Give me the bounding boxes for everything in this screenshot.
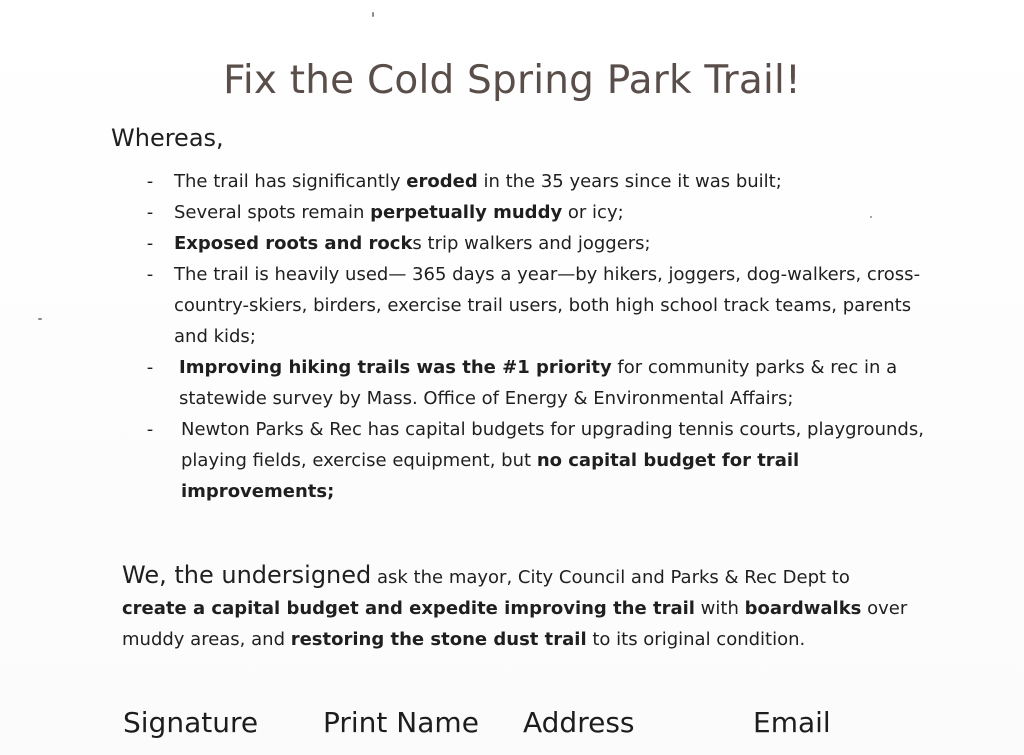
text-run: with xyxy=(694,598,745,619)
signature-column-header: Signature xyxy=(123,706,259,739)
text-run: s trip walkers and joggers; xyxy=(412,233,651,254)
email-column-header: Email xyxy=(753,706,831,739)
text-run: for community parks & rec in a statewide survey by Mass. Office of Energy & Environmental Affairs; xyxy=(179,357,898,409)
text-run: The trail is heavily used— 365 days a year—by hikers, joggers, dog-walkers, cross-country-skiers, birders, exercise trail users, both high school track teams, parents and kids; xyxy=(174,264,921,347)
bold-text: no capital budget for trail improvements; xyxy=(181,450,800,502)
paper-speck xyxy=(372,12,374,17)
bold-text: perpetually muddy xyxy=(370,202,563,223)
whereas-list xyxy=(140,166,930,507)
print-name-column-header: Print Name xyxy=(323,706,479,739)
bold-text: create a capital budget and expedite improving the trail xyxy=(122,598,695,619)
bullet-dash: - xyxy=(146,171,154,192)
bold-text: eroded xyxy=(406,171,478,192)
whereas-item xyxy=(140,259,930,352)
text-run: to its original condition. xyxy=(586,629,806,650)
bullet-dash: - xyxy=(146,419,154,440)
bullet-dash: - xyxy=(146,357,154,378)
whereas-item xyxy=(140,197,930,228)
text-run: ask the mayor, City Council and Parks & Rec Dept to xyxy=(371,567,850,588)
text-run: Several spots remain xyxy=(174,202,371,223)
text-run: Newton Parks & Rec has capital budgets for upgrading tennis courts, playgrounds, playing fields, exercise equipment, but xyxy=(181,419,924,471)
whereas-item xyxy=(140,414,930,507)
bold-text: boardwalks xyxy=(744,598,862,619)
text-run: or icy; xyxy=(562,202,624,223)
whereas-item xyxy=(140,228,930,259)
bullet-dash: - xyxy=(146,202,154,223)
request-paragraph xyxy=(122,560,912,655)
bold-text: Improving hiking trails was the #1 priority xyxy=(179,357,612,378)
text-run: The trail has significantly xyxy=(174,171,407,192)
whereas-heading: Whereas, xyxy=(111,124,224,152)
text-run: in the 35 years since it was built; xyxy=(477,171,782,192)
bold-text: Exposed roots and rock xyxy=(174,233,413,254)
petition-title: Fix the Cold Spring Park Trail! xyxy=(223,58,801,103)
signature-table-header xyxy=(0,706,1024,746)
bullet-dash: - xyxy=(146,233,154,254)
whereas-item xyxy=(140,352,930,414)
address-column-header: Address xyxy=(523,706,635,739)
paper-speck xyxy=(38,318,42,320)
whereas-item xyxy=(140,166,930,197)
text-run: over muddy areas, and xyxy=(122,598,908,650)
bullet-dash: - xyxy=(146,264,154,285)
bold-text: restoring the stone dust trail xyxy=(290,629,587,650)
request-lead: We, the undersigned xyxy=(122,561,372,589)
